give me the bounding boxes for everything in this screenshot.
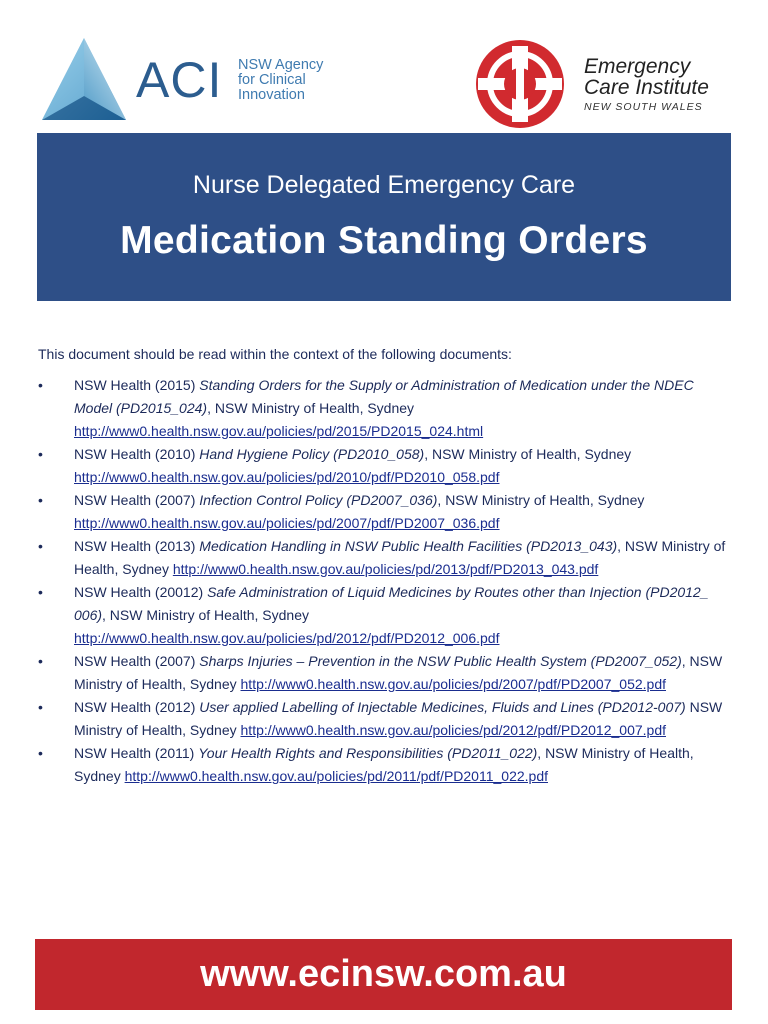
eci-line-2: Care Institute	[584, 76, 709, 99]
reference-link[interactable]: http://www0.health.nsw.gov.au/policies/pd/2012/pdf/PD2012_007.pdf	[240, 722, 666, 738]
eci-logo-text	[584, 56, 709, 114]
aci-triangle-logo-icon	[40, 36, 128, 124]
reference-title: Infection Control Policy (PD2007_036)	[199, 492, 438, 508]
footer-banner	[35, 939, 732, 1010]
reference-author: NSW Health (2010)	[74, 446, 196, 462]
logo-row	[0, 0, 768, 130]
reference-author: NSW Health (2015)	[74, 377, 196, 393]
reference-item	[38, 581, 728, 650]
reference-author: NSW Health (2007)	[74, 492, 196, 508]
aci-subtitle-line: Innovation	[238, 87, 305, 103]
reference-title: Standing Orders for the Supply or Administration of Medication under the NDEC Model (PD2015_024)	[74, 377, 694, 416]
reference-title: Your Health Rights and Responsibilities (PD2011_022)	[198, 745, 538, 761]
title-banner	[37, 133, 731, 301]
reference-publisher: , NSW Ministry of Health, Sydney	[102, 607, 309, 623]
reference-item	[38, 742, 728, 788]
reference-author: NSW Health (2007)	[74, 653, 196, 669]
reference-link[interactable]: http://www0.health.nsw.gov.au/policies/pd/2010/pdf/PD2010_058.pdf	[74, 469, 500, 485]
aci-logo-letters: ACI	[136, 52, 223, 108]
reference-publisher: , NSW Ministry of Health, Sydney	[437, 492, 645, 508]
reference-publisher: NSW Ministry of Health, Sydney	[74, 699, 723, 738]
bullet-icon: •	[38, 446, 43, 462]
bullet-icon: •	[38, 377, 43, 393]
aci-subtitle-line: for Clinical	[238, 72, 306, 88]
reference-link[interactable]: http://www0.health.nsw.gov.au/policies/pd/2007/pdf/PD2007_052.pdf	[240, 676, 666, 692]
bullet-icon: •	[38, 492, 43, 508]
footer-website-url: www.ecinsw.com.au	[200, 953, 567, 995]
bullet-icon: •	[38, 699, 43, 715]
eci-emblem-icon	[474, 38, 566, 130]
reference-list	[38, 374, 728, 788]
reference-link[interactable]: http://www0.health.nsw.gov.au/policies/pd/2011/pdf/PD2011_022.pdf	[124, 768, 548, 784]
reference-title: User applied Labelling of Injectable Medicines, Fluids and Lines (PD2012-007)	[199, 699, 686, 715]
bullet-icon: •	[38, 745, 43, 761]
reference-author: NSW Health (2012)	[74, 699, 196, 715]
eci-logo	[474, 36, 744, 128]
aci-logo	[40, 36, 340, 124]
intro-text: This document should be read within the context of the following documents:	[38, 346, 512, 362]
reference-item	[38, 535, 728, 581]
reference-author: NSW Health (2013)	[74, 538, 196, 554]
reference-title: Hand Hygiene Policy (PD2010_058)	[199, 446, 425, 462]
reference-publisher: , NSW Ministry of Health, Sydney	[207, 400, 415, 416]
reference-publisher: , NSW Ministry of Health, Sydney	[74, 538, 726, 577]
reference-item	[38, 650, 728, 696]
banner-subtitle: Nurse Delegated Emergency Care	[192, 171, 576, 199]
reference-author: NSW Health (20012)	[74, 584, 204, 600]
reference-title: Safe Administration of Liquid Medicines by Routes other than Injection (PD2012_ 006)	[74, 584, 709, 623]
reference-title: Medication Handling in NSW Public Health Facilities (PD2013_043)	[199, 538, 618, 554]
aci-subtitle-line: NSW Agency	[238, 57, 324, 73]
reference-publisher: , NSW Ministry of Health, Sydney	[74, 745, 694, 784]
eci-line-1: Emergency	[584, 55, 691, 78]
bullet-icon: •	[38, 584, 43, 600]
reference-item	[38, 489, 728, 535]
bullet-icon: •	[38, 538, 43, 554]
bullet-icon: •	[38, 653, 43, 669]
page-title: Medication Standing Orders	[120, 219, 648, 262]
aci-logo-subtitle	[238, 58, 348, 103]
reference-item	[38, 374, 728, 443]
reference-publisher: , NSW Ministry of Health, Sydney	[424, 446, 632, 462]
reference-item	[38, 443, 728, 489]
reference-link[interactable]: http://www0.health.nsw.gov.au/policies/pd/2012/pdf/PD2012_006.pdf	[74, 630, 500, 646]
reference-publisher: , NSW Ministry of Health, Sydney	[74, 653, 723, 692]
reference-title: Sharps Injuries – Prevention in the NSW Public Health System (PD2007_052)	[199, 653, 682, 669]
reference-link[interactable]: http://www0.health.nsw.gov.au/policies/pd/2007/pdf/PD2007_036.pdf	[74, 515, 500, 531]
eci-line-3: NEW SOUTH WALES	[584, 101, 703, 113]
reference-link[interactable]: http://www0.health.nsw.gov.au/policies/pd/2013/pdf/PD2013_043.pdf	[172, 561, 599, 577]
reference-author: NSW Health (2011)	[74, 745, 195, 761]
reference-item	[38, 696, 728, 742]
reference-link[interactable]: http://www0.health.nsw.gov.au/policies/pd/2015/PD2015_024.html	[74, 423, 484, 439]
